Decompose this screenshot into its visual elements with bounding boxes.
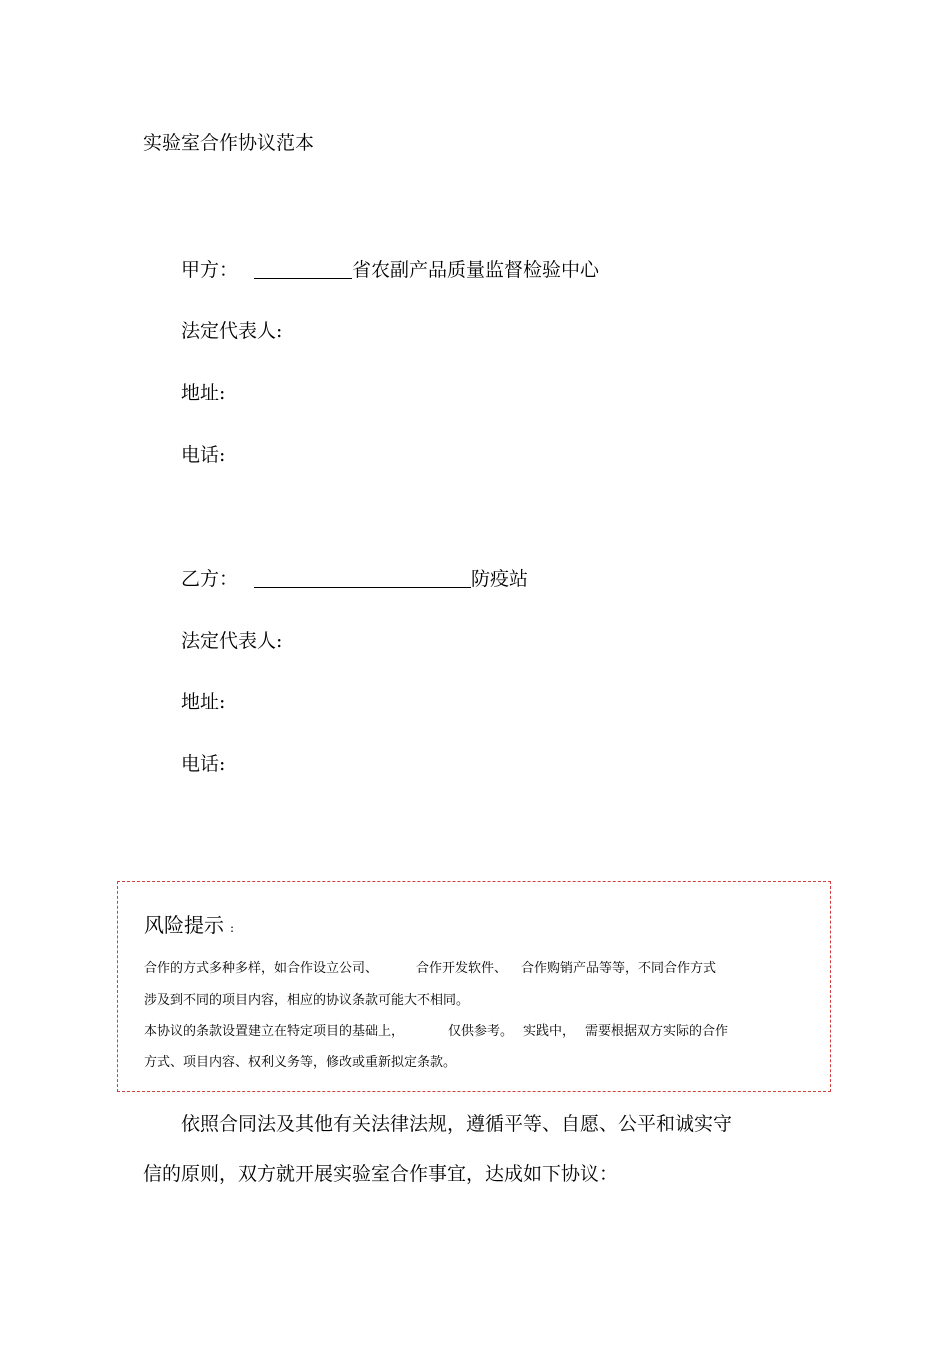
body-paragraph-line-2: 信的原则，双方就开展实验室合作事宜，达成如下协议： bbox=[143, 1163, 619, 1185]
party-a-rep: 法定代表人: bbox=[181, 320, 283, 342]
party-a-name: 省农副产品质量监督检验中心 bbox=[352, 259, 600, 281]
party-b-name: 防疫站 bbox=[471, 568, 529, 590]
risk-notice-box bbox=[117, 881, 831, 1092]
party-b-label: 乙方： bbox=[181, 568, 239, 590]
party-b-phone: 电话: bbox=[181, 753, 226, 775]
party-b-line bbox=[181, 564, 528, 591]
risk-line-3-part-b: 仅供参考。 bbox=[448, 1024, 514, 1039]
risk-line-3-part-a: 本协议的条款设置建立在特定项目的基础上， bbox=[144, 1024, 405, 1039]
party-b-blank bbox=[254, 567, 471, 588]
risk-line-1-part-b: 合作开发软件、 bbox=[416, 961, 508, 976]
risk-title-text: 风险提示 bbox=[144, 913, 224, 937]
risk-line-3-part-c: 实践中， bbox=[523, 1024, 576, 1039]
party-b-rep: 法定代表人: bbox=[181, 630, 283, 652]
document-title: 实验室合作协议范本 bbox=[143, 132, 315, 154]
party-a-address: 地址: bbox=[181, 382, 226, 404]
risk-line-1-part-a: 合作的方式多种多样，如合作设立公司、 bbox=[144, 961, 379, 976]
party-a-line bbox=[181, 255, 599, 282]
party-b-address: 地址: bbox=[181, 691, 226, 713]
party-a-label: 甲方： bbox=[181, 259, 239, 281]
risk-notice-title bbox=[144, 909, 234, 938]
risk-line-1-part-c: 合作购销产品等等，不同合作方式 bbox=[521, 961, 717, 976]
risk-line-1 bbox=[144, 957, 716, 976]
risk-title-colon: : bbox=[230, 921, 235, 935]
party-a-phone: 电话: bbox=[181, 444, 226, 466]
risk-line-3-part-d: 需要根据双方实际的合作 bbox=[585, 1024, 729, 1039]
body-paragraph-line-1: 依照合同法及其他有关法律法规，遵循平等、自愿、公平和诚实守 bbox=[181, 1113, 733, 1135]
risk-line-3 bbox=[144, 1020, 728, 1039]
party-a-blank bbox=[254, 258, 352, 279]
risk-line-2: 涉及到不同的项目内容，相应的协议条款可能大不相同。 bbox=[144, 993, 470, 1008]
risk-line-4: 方式、项目内容、权利义务等，修改或重新拟定条款。 bbox=[144, 1055, 457, 1070]
